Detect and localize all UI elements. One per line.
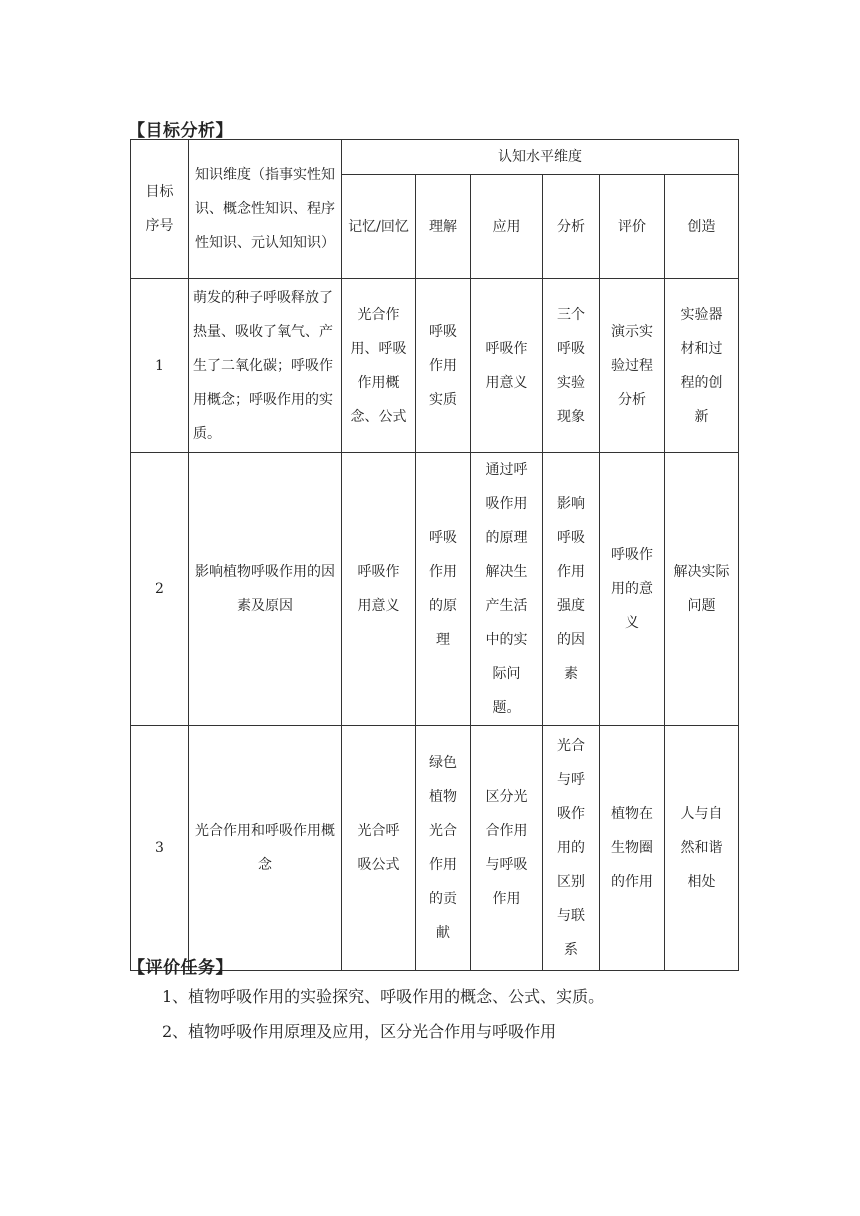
row-cell-understand: 呼吸作用实质 xyxy=(416,279,471,453)
header-serial: 目标序号 xyxy=(131,140,189,279)
goal-analysis-heading: 【目标分析】 xyxy=(128,121,233,141)
row-cell-evaluate: 呼吸作用的意义 xyxy=(600,453,665,726)
header-level-understand: 理解 xyxy=(416,175,471,279)
row-cell-apply: 呼吸作用意义 xyxy=(471,279,543,453)
row-cell-remember: 光合作用、呼吸作用概念、公式 xyxy=(342,279,416,453)
header-level-remember: 记忆/回忆 xyxy=(342,175,416,279)
row-cell-create: 实验器材和过程的创新 xyxy=(665,279,739,453)
row-cell-understand: 呼吸作用的原理 xyxy=(416,453,471,726)
row-cell-apply: 通过呼吸作用的原理解决生产生活中的实际问题。 xyxy=(471,453,543,726)
row-cell-evaluate: 植物在生物圈的作用 xyxy=(600,726,665,971)
header-level-apply: 应用 xyxy=(471,175,543,279)
header-cognitive: 认知水平维度 xyxy=(342,140,739,175)
row-knowledge: 影响植物呼吸作用的因素及原因 xyxy=(189,453,342,726)
row-cell-analyze: 光合与呼吸作用的区别与联系 xyxy=(543,726,600,971)
row-cell-remember: 光合呼吸公式 xyxy=(342,726,416,971)
row-number: 2 xyxy=(131,453,189,726)
row-number: 3 xyxy=(131,726,189,971)
row-number: 1 xyxy=(131,279,189,453)
header-level-analyze: 分析 xyxy=(543,175,600,279)
header-level-create: 创造 xyxy=(665,175,739,279)
table-row xyxy=(131,453,739,726)
row-cell-analyze: 三个呼吸实验现象 xyxy=(543,279,600,453)
goal-analysis-table xyxy=(130,139,739,971)
row-cell-understand: 绿色植物光合作用的贡献 xyxy=(416,726,471,971)
row-knowledge: 萌发的种子呼吸释放了热量、吸收了氧气、产生了二氧化碳；呼吸作用概念；呼吸作用的实质。 xyxy=(189,279,342,453)
row-knowledge: 光合作用和呼吸作用概念 xyxy=(189,726,342,971)
task-item: 1、植物呼吸作用的实验探究、呼吸作用的概念、公式、实质。 xyxy=(162,987,605,1006)
row-cell-create: 解决实际 问题 xyxy=(665,453,739,726)
table-header-row xyxy=(131,140,739,175)
task-item: 2、植物呼吸作用原理及应用，区分光合作用与呼吸作用 xyxy=(162,1022,557,1041)
row-cell-remember: 呼吸作用意义 xyxy=(342,453,416,726)
evaluation-task-heading: 【评价任务】 xyxy=(128,958,233,978)
row-cell-analyze: 影响呼吸作用强度的因素 xyxy=(543,453,600,726)
header-level-evaluate: 评价 xyxy=(600,175,665,279)
row-cell-create: 人与自然和谐相处 xyxy=(665,726,739,971)
table-row xyxy=(131,279,739,453)
row-cell-apply: 区分光合作用与呼吸作用 xyxy=(471,726,543,971)
header-knowledge: 知识维度（指事实性知识、概念性知识、程序性知识、元认知知识） xyxy=(189,140,342,279)
table-row xyxy=(131,726,739,971)
row-cell-evaluate: 演示实验过程分析 xyxy=(600,279,665,453)
